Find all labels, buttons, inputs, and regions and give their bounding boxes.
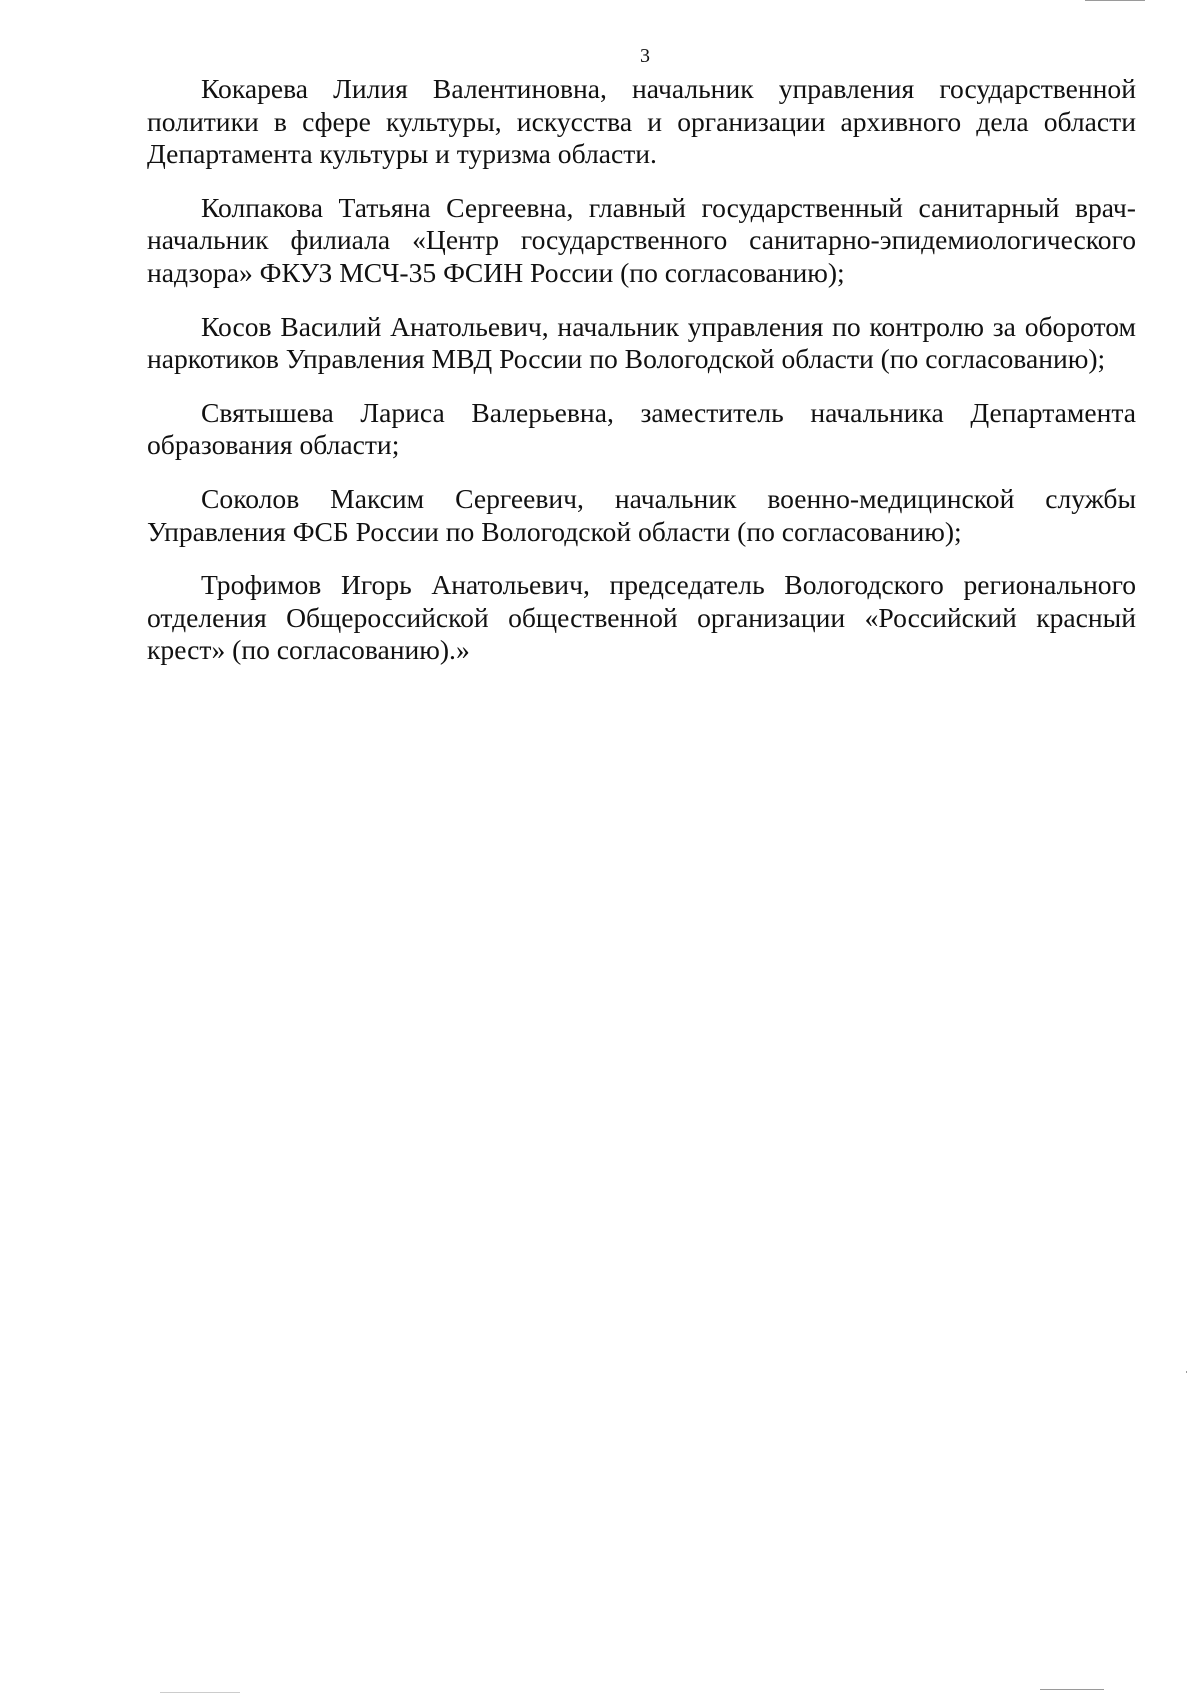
page-number: 3 [640, 45, 650, 67]
paragraph-trofimov: Трофимов Игорь Анатольевич, председатель Вологодского регионального отделения Общероссийской общественной организации «Российский красный крест» (по согласованию).» [147, 569, 1136, 666]
scan-artifact-right-edge [1186, 1371, 1187, 1373]
document-body [147, 73, 1136, 688]
paragraph-sokolov: Соколов Максим Сергеевич, начальник военно-медицинской службы Управления ФСБ России по Вологодской области (по согласованию); [147, 482, 1136, 547]
paragraph-kokareva: Кокарева Лилия Валентиновна, начальник управления государственной политики в сфере культуры, искусства и организации архивного дела области Департамента культуры и туризма области. [147, 73, 1136, 170]
scan-artifact-bottom-left [160, 1692, 240, 1693]
scan-artifact-bottom-right [1040, 1689, 1104, 1690]
paragraph-kosov: Косов Василий Анатольевич, начальник управления по контролю за оборотом наркотиков Управления МВД России по Вологодской области (по согласованию); [147, 310, 1136, 375]
paragraph-kolpakova: Колпакова Татьяна Сергеевна, главный государственный санитарный врач-начальник филиала «Центр государственного санитарно-эпидемиологического надзора» ФКУЗ МСЧ-35 ФСИН России (по согласованию); [147, 191, 1136, 288]
paragraph-svyatysheva: Святышева Лариса Валерьевна, заместитель начальника Департамента образования области; [147, 396, 1136, 461]
scan-artifact-top-right [1085, 0, 1145, 1]
